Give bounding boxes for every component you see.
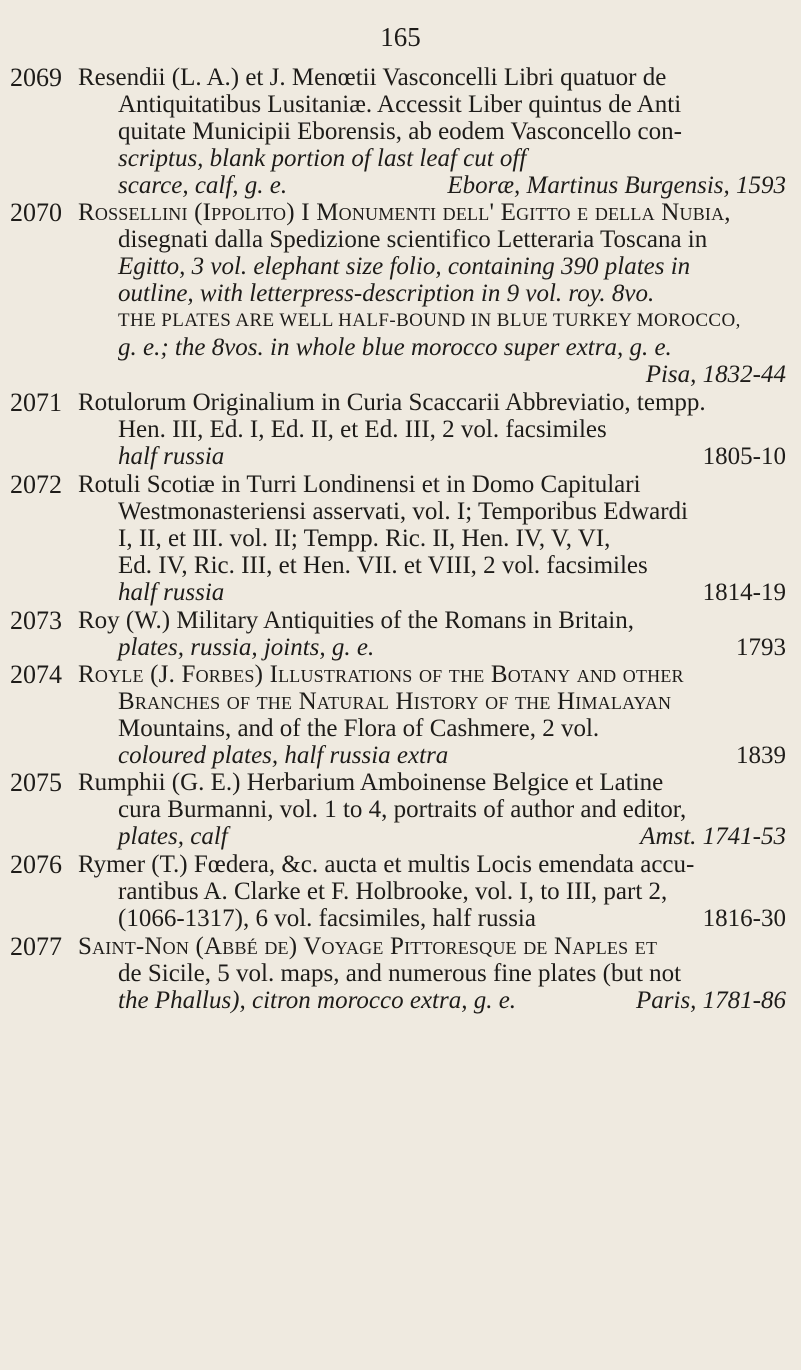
entry-text: g. e.; the 8vos. in whole blue morocco super extra, g. e. [118,334,672,361]
lot-number: 2077 [10,932,62,961]
entry-text: Mountains, and of the Flora of Cashmere, 2 vol. [118,715,600,742]
entry-line [78,606,746,636]
entry-text: Rumphii (G. E.) Herbarium Amboinense Belgice et Latine [78,769,664,796]
lot-number: 2075 [10,768,62,797]
entry-line [78,63,746,93]
imprint: 1814-19 [702,579,786,606]
entry-line [118,279,786,309]
entry-text: Westmonasteriensi asservati, vol. I; Temporibus Edwardi [118,498,688,525]
entry-line [118,144,786,174]
lot-number: 2072 [10,470,62,499]
binding-note: plates, calf [118,823,228,850]
entry-text: I, II, et III. vol. II; Tempp. Ric. II, Hen. IV, V, VI, [118,525,611,552]
lot-number: 2074 [10,660,62,689]
entry-text: rantibus A. Clarke et F. Holbrooke, vol. I, to III, part 2, [118,878,668,905]
entry-line [118,633,786,663]
binding-note: half russia [118,443,225,470]
lot-number: 2069 [10,63,62,92]
binding-note: the Phallus), citron morocco extra, g. e. [118,987,517,1014]
entry-line [118,714,786,744]
entry-text: de Sicile, 5 vol. maps, and numerous fine plates (but not [118,960,682,987]
entry-line [118,986,786,1016]
entry-line [118,959,786,989]
binding-note: coloured plates, half russia extra [118,742,449,769]
entry-line [118,877,786,907]
entry-line [78,198,746,228]
lot-number: 2076 [10,850,62,879]
entry-text: Branches of the Natural History of the Himalayan [118,688,672,715]
entry-line [118,687,786,717]
binding-note: plates, russia, joints, g. e. [118,634,375,661]
entry-line [118,117,786,147]
entry-text: Rymer (T.) Fœdera, &c. aucta et multis Locis emendata accu- [78,851,695,878]
imprint: Eboræ, Martinus Burgensis, 1593 [447,172,786,199]
entry-line [78,660,746,690]
entry-line [118,90,786,120]
imprint: Paris, 1781-86 [636,987,786,1014]
entry-line [118,524,786,554]
entry-line [78,768,746,798]
entry-text: Rossellini (Ippolito) I Monumenti dell' Egitto e della Nubia, [78,199,731,226]
entry-text: Rotuli Scotiæ in Turri Londinensi et in Domo Capitulari [78,471,641,498]
imprint: Pisa, 1832-44 [645,361,786,388]
entry-text: scriptus, blank portion of last leaf cut off [118,145,527,172]
lot-number: 2071 [10,388,62,417]
binding-note: scarce, calf, g. e. [118,172,288,199]
entry-line [118,578,786,608]
binding-note: half russia [118,579,225,606]
imprint: 1816-30 [702,905,786,932]
entry-line [78,388,746,418]
entry-line [78,470,746,500]
entry-line [118,171,786,201]
entry-line [78,850,746,880]
entry-text: THE PLATES ARE WELL HALF-BOUND IN BLUE TURKEY MOROCCO, [118,310,741,331]
entry-line [118,360,786,390]
imprint: 1805-10 [702,443,786,470]
entry-line [118,741,786,771]
entry-text: disegnati dalla Spedizione scientifico Letteraria Toscana in [118,226,708,253]
entry-text: cura Burmanni, vol. 1 to 4, portraits of author and editor, [118,796,687,823]
entry-text: Royle (J. Forbes) Illustrations of the Botany and other [78,661,684,688]
imprint: Amst. 1741-53 [640,823,786,850]
entry-text: Egitto, 3 vol. elephant size folio, containing 390 plates in [118,253,691,280]
entry-text: (1066-1317), 6 vol. facsimiles, half russia [118,905,536,932]
entry-line [118,497,786,527]
entry-line [118,225,786,255]
lot-number: 2073 [10,606,62,635]
entry-line [118,442,786,472]
entry-line [118,252,786,282]
entry-line [118,795,786,825]
imprint: 1839 [736,742,786,769]
lot-number: 2070 [10,198,62,227]
entry-line [118,415,786,445]
entry-text: Resendii (L. A.) et J. Menœtii Vasconcelli Libri quatuor de [78,64,667,91]
entry-line [78,932,746,962]
entry-text: quitate Municipii Eborensis, ab eodem Vasconcello con- [118,118,682,145]
entry-text: outline, with letterpress-description in 9 vol. roy. 8vo. [118,280,655,307]
entry-text: Rotulorum Originalium in Curia Scaccarii Abbreviatio, tempp. [78,389,706,416]
entry-line [118,822,786,852]
entry-text: Antiquitatibus Lusitaniæ. Accessit Liber quintus de Anti [118,91,682,118]
entry-text: Ed. IV, Ric. III, et Hen. VII. et VIII, 2 vol. facsimiles [118,552,648,579]
entry-line [118,551,786,581]
entry-text: Saint-Non (Abbé de) Voyage Pittoresque de Naples et [78,933,658,960]
entry-text: Roy (W.) Military Antiquities of the Romans in Britain, [78,607,634,634]
entry-line [118,904,786,934]
page-number: 165 [380,22,421,52]
imprint: 1793 [736,634,786,661]
entry-line [118,306,786,336]
entry-line [118,333,786,363]
entry-text: Hen. III, Ed. I, Ed. II, et Ed. III, 2 vol. facsimiles [118,416,607,443]
